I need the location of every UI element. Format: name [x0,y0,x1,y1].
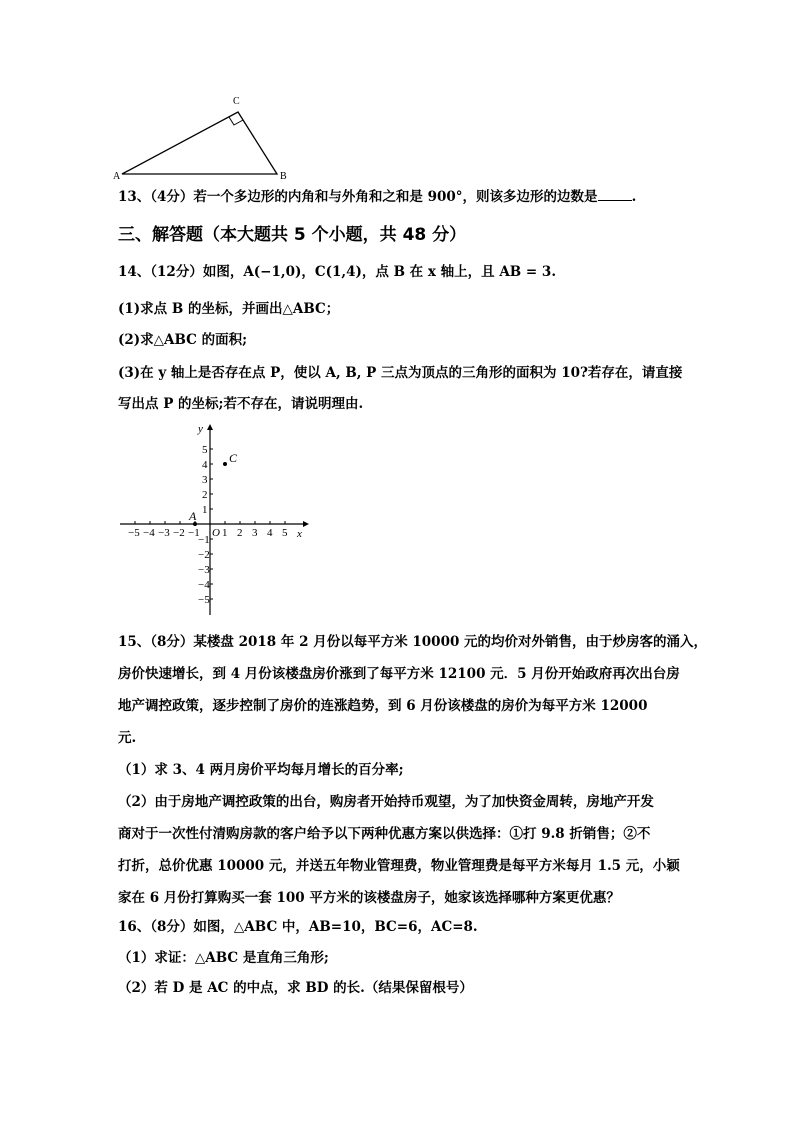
question-14-part-1: (1)求点 B 的坐标，并画出△ABC； [118,301,340,317]
vertex-a-label: A [113,171,121,182]
x-tick-label: 5 [282,527,288,539]
x-tick-label: −3 [158,527,170,539]
question-13 [118,188,636,206]
y-tick-label: −4 [198,579,210,591]
vertex-b-label: B [280,171,287,182]
x-tick-label: −1 [188,527,200,539]
point-a-label: A [189,509,197,523]
x-tick-label: −2 [173,527,185,539]
question-15-part-1: （1）求 3、4 两月房价平均每月增长的百分率; [118,762,404,778]
x-tick-label: 4 [267,527,273,539]
question-15-line-2: 房价快速增长，到 4 月份该楼盘房价涨到了每平方米 12100 元．5 月份开始政府再次出台房 [118,666,680,682]
question-15-part-2-line-3: 打折，总价优惠 10000 元，并送五年物业管理费，物业管理费是每平方米每月 1.5 元，小颖 [118,858,680,874]
x-axis-label: x [297,528,302,540]
section-heading: 三、解答题（本大题共 5 个小题，共 48 分） [118,225,467,245]
point-c-label: C [229,451,238,465]
question-15-line-3: 地产调控政策，逐步控制了房价的连涨趋势，到 6 月份该楼盘的房价为每平方米 12000 [118,698,648,714]
y-tick-label: 5 [202,444,208,456]
x-tick-label: −5 [128,527,140,539]
x-tick-label: 3 [252,527,258,539]
question-13-end: . [631,189,637,205]
y-tick-label: −3 [198,564,210,576]
answer-blank [598,188,632,201]
vertex-c-label: C [233,96,240,107]
right-triangle-figure [110,92,300,184]
question-16-stem: 16、（8分）如图，△ABC 中，AB=10，BC=6，AC=8. [118,919,478,935]
y-tick-label: 4 [202,459,208,471]
y-tick-label: −1 [198,534,210,546]
y-tick-label: −5 [198,594,210,606]
question-15-line-4: 元. [118,730,137,746]
y-tick-label: 1 [202,504,208,516]
right-angle-mark [229,117,243,125]
y-tick-label: 2 [202,489,208,501]
x-tick-label: −4 [143,527,155,539]
question-15-part-2-line-2: 商对于一次性付清购房款的客户给予以下两种优惠方案以供选择：①打 9.8 折销售；②不 [118,826,651,842]
y-axis-arrow [207,424,213,430]
point-c [223,462,227,466]
triangle-abc-shape [122,112,277,174]
question-14-stem: 14、（12分）如图，A(−1,0)，C(1,4)，点 B 在 x 轴上，且 AB = 3. [118,264,557,280]
question-16-part-1: （1）求证：△ABC 是直角三角形; [118,950,329,966]
x-axis-arrow [303,521,309,527]
question-14-part-3-line-2: 写出点 P 的坐标;若不存在，请说明理由. [118,396,364,412]
coordinate-plane-figure [115,420,315,620]
question-16-part-2: （2）若 D 是 AC 的中点，求 BD 的长.（结果保留根号） [118,980,473,996]
question-14-part-2: (2)求△ABC 的面积; [118,332,248,348]
y-tick-label: 3 [202,474,208,486]
question-15-part-2-line-1: （2）由于房地产调控政策的出台，购房者开始持币观望，为了加快资金周转，房地产开发 [118,794,654,810]
x-tick-label: 2 [237,527,243,539]
question-14-part-3-line-1: (3)在 y 轴上是否存在点 P，使以 A, B, P 三点为顶点的三角形的面积为 10?若存在，请直接 [118,365,683,381]
origin-label: O [212,527,220,539]
x-tick-label: 1 [222,527,228,539]
y-axis-label: y [198,423,203,435]
question-15-part-2-line-4: 家在 6 月份打算购买一套 100 平方米的该楼盘房子，她家该选择哪种方案更优惠？ [118,890,620,906]
y-tick-label: −2 [198,549,210,561]
question-13-text: 13、（4分）若一个多边形的内角和与外角和之和是 900°，则该多边形的边数是 [118,189,598,205]
question-15-line-1: 15、（8分）某楼盘 2018 年 2 月份以每平方米 10000 元的均价对外销售，由于炒房客的涌入， [118,634,708,650]
